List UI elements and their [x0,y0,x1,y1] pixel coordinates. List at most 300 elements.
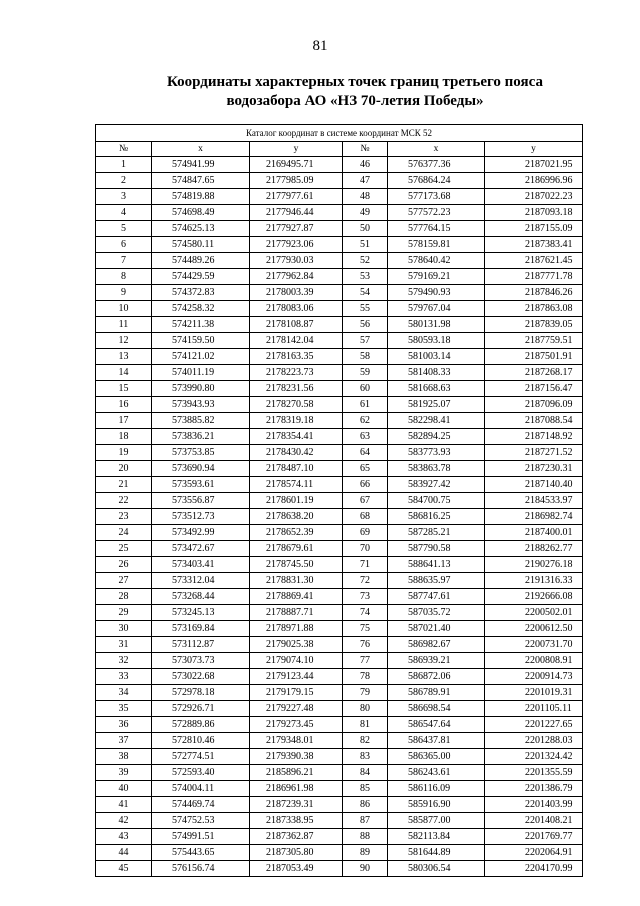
coordinates-table [95,124,583,877]
point-number: 30 [96,621,152,637]
x-coordinate: 572774.51 [152,749,250,765]
header-y-1: y [250,142,343,157]
x-coordinate: 573022.68 [152,669,250,685]
point-number: 59 [343,365,388,381]
y-coordinate: 2184533.97 [485,493,583,509]
point-number: 15 [96,381,152,397]
table-row [96,509,583,525]
y-coordinate: 2178083.06 [250,301,343,317]
point-number: 88 [343,829,388,845]
x-coordinate: 587790.58 [388,541,485,557]
x-coordinate: 572926.71 [152,701,250,717]
x-coordinate: 574991.51 [152,829,250,845]
y-coordinate: 2178652.39 [250,525,343,541]
x-coordinate: 587747.61 [388,589,485,605]
y-coordinate: 2178831.30 [250,573,343,589]
point-number: 44 [96,845,152,861]
y-coordinate: 2179025.38 [250,637,343,653]
point-number: 31 [96,637,152,653]
y-coordinate: 2186982.74 [485,509,583,525]
y-coordinate: 2178003.39 [250,285,343,301]
point-number: 79 [343,685,388,701]
y-coordinate: 2187021.95 [485,157,583,173]
point-number: 40 [96,781,152,797]
x-coordinate: 585877.00 [388,813,485,829]
x-coordinate: 587285.21 [388,525,485,541]
y-coordinate: 2177977.61 [250,189,343,205]
y-coordinate: 2177985.09 [250,173,343,189]
x-coordinate: 586365.00 [388,749,485,765]
table-row [96,493,583,509]
y-coordinate: 2169495.71 [250,157,343,173]
table-row [96,221,583,237]
x-coordinate: 573593.61 [152,477,250,493]
table-row [96,365,583,381]
y-coordinate: 2179227.48 [250,701,343,717]
y-coordinate: 2200612.50 [485,621,583,637]
table-row [96,413,583,429]
y-coordinate: 2179074.10 [250,653,343,669]
table-body [96,157,583,877]
y-coordinate: 2187156.47 [485,381,583,397]
y-coordinate: 2187148.92 [485,429,583,445]
x-coordinate: 577173.68 [388,189,485,205]
x-coordinate: 572593.40 [152,765,250,781]
x-coordinate: 579490.93 [388,285,485,301]
point-number: 36 [96,717,152,733]
y-coordinate: 2201386.79 [485,781,583,797]
y-coordinate: 2187863.08 [485,301,583,317]
y-coordinate: 2187621.45 [485,253,583,269]
point-number: 12 [96,333,152,349]
y-coordinate: 2200731.70 [485,637,583,653]
y-coordinate: 2178574.11 [250,477,343,493]
y-coordinate: 2187383.41 [485,237,583,253]
x-coordinate: 586789.91 [388,685,485,701]
point-number: 62 [343,413,388,429]
y-coordinate: 2187400.01 [485,525,583,541]
point-number: 41 [96,797,152,813]
header-x-1: x [152,142,250,157]
table-header-row [96,142,583,157]
x-coordinate: 573885.82 [152,413,250,429]
y-coordinate: 2187839.05 [485,317,583,333]
point-number: 37 [96,733,152,749]
table-row [96,637,583,653]
point-number: 11 [96,317,152,333]
y-coordinate: 2187846.26 [485,285,583,301]
x-coordinate: 574211.38 [152,317,250,333]
x-coordinate: 574159.50 [152,333,250,349]
y-coordinate: 2187230.31 [485,461,583,477]
point-number: 9 [96,285,152,301]
y-coordinate: 2187268.17 [485,365,583,381]
point-number: 1 [96,157,152,173]
y-coordinate: 2178887.71 [250,605,343,621]
table-row [96,813,583,829]
table-row [96,669,583,685]
point-number: 32 [96,653,152,669]
point-number: 7 [96,253,152,269]
x-coordinate: 586437.81 [388,733,485,749]
x-coordinate: 572978.18 [152,685,250,701]
y-coordinate: 2190276.18 [485,557,583,573]
x-coordinate: 577572.23 [388,205,485,221]
x-coordinate: 586243.61 [388,765,485,781]
x-coordinate: 581408.33 [388,365,485,381]
y-coordinate: 2177930.03 [250,253,343,269]
point-number: 80 [343,701,388,717]
point-number: 55 [343,301,388,317]
header-x-2: x [388,142,485,157]
point-number: 76 [343,637,388,653]
table-row [96,253,583,269]
table-row [96,845,583,861]
point-number: 4 [96,205,152,221]
y-coordinate: 2201355.59 [485,765,583,781]
point-number: 47 [343,173,388,189]
x-coordinate: 573943.93 [152,397,250,413]
point-number: 58 [343,349,388,365]
point-number: 21 [96,477,152,493]
point-number: 14 [96,365,152,381]
page-number: 81 [312,38,328,54]
point-number: 48 [343,189,388,205]
point-number: 72 [343,573,388,589]
x-coordinate: 574121.02 [152,349,250,365]
y-coordinate: 2201769.77 [485,829,583,845]
point-number: 42 [96,813,152,829]
point-number: 74 [343,605,388,621]
point-number: 45 [96,861,152,877]
y-coordinate: 2178745.50 [250,557,343,573]
point-number: 34 [96,685,152,701]
y-coordinate: 2187771.78 [485,269,583,285]
y-coordinate: 2177927.87 [250,221,343,237]
x-coordinate: 588641.13 [388,557,485,573]
y-coordinate: 2178601.19 [250,493,343,509]
y-coordinate: 2191316.33 [485,573,583,589]
table-row [96,717,583,733]
point-number: 23 [96,509,152,525]
y-coordinate: 2187338.95 [250,813,343,829]
point-number: 83 [343,749,388,765]
point-number: 67 [343,493,388,509]
point-number: 19 [96,445,152,461]
y-coordinate: 2178163.35 [250,349,343,365]
table-row [96,525,583,541]
table-row [96,861,583,877]
table-row [96,429,583,445]
point-number: 65 [343,461,388,477]
point-number: 64 [343,445,388,461]
y-coordinate: 2178638.20 [250,509,343,525]
point-number: 54 [343,285,388,301]
point-number: 78 [343,669,388,685]
table-row [96,589,583,605]
table-row [96,781,583,797]
y-coordinate: 2177962.84 [250,269,343,285]
x-coordinate: 580593.18 [388,333,485,349]
y-coordinate: 2179390.38 [250,749,343,765]
y-coordinate: 2201227.65 [485,717,583,733]
y-coordinate: 2179273.45 [250,717,343,733]
x-coordinate: 574625.13 [152,221,250,237]
x-coordinate: 574580.11 [152,237,250,253]
point-number: 60 [343,381,388,397]
table-row [96,701,583,717]
title-line-2: водозабора АО «НЗ 70-летия Победы» [226,93,484,109]
y-coordinate: 2179179.15 [250,685,343,701]
point-number: 87 [343,813,388,829]
point-number: 26 [96,557,152,573]
table-row [96,653,583,669]
x-coordinate: 585916.90 [388,797,485,813]
x-coordinate: 574429.59 [152,269,250,285]
y-coordinate: 2178108.87 [250,317,343,333]
table-row [96,541,583,557]
point-number: 8 [96,269,152,285]
x-coordinate: 586116.09 [388,781,485,797]
x-coordinate: 578159.81 [388,237,485,253]
y-coordinate: 2187305.80 [250,845,343,861]
point-number: 3 [96,189,152,205]
x-coordinate: 584700.75 [388,493,485,509]
table-row [96,557,583,573]
x-coordinate: 574004.11 [152,781,250,797]
point-number: 13 [96,349,152,365]
coordinates-table-container [95,124,582,877]
table-row [96,285,583,301]
x-coordinate: 574469.74 [152,797,250,813]
y-coordinate: 2187022.23 [485,189,583,205]
table-row [96,685,583,701]
y-coordinate: 2187362.87 [250,829,343,845]
x-coordinate: 579767.04 [388,301,485,317]
y-coordinate: 2177946.44 [250,205,343,221]
point-number: 68 [343,509,388,525]
y-coordinate: 2178223.73 [250,365,343,381]
y-coordinate: 2178231.56 [250,381,343,397]
y-coordinate: 2187096.09 [485,397,583,413]
x-coordinate: 574941.99 [152,157,250,173]
table-row [96,157,583,173]
point-number: 71 [343,557,388,573]
point-number: 29 [96,605,152,621]
y-coordinate: 2201019.31 [485,685,583,701]
x-coordinate: 576864.24 [388,173,485,189]
x-coordinate: 573112.87 [152,637,250,653]
y-coordinate: 2204170.99 [485,861,583,877]
y-coordinate: 2187155.09 [485,221,583,237]
point-number: 49 [343,205,388,221]
table-row [96,733,583,749]
table-row [96,269,583,285]
point-number: 10 [96,301,152,317]
point-number: 70 [343,541,388,557]
y-coordinate: 2187140.40 [485,477,583,493]
point-number: 52 [343,253,388,269]
x-coordinate: 582298.41 [388,413,485,429]
x-coordinate: 581003.14 [388,349,485,365]
x-coordinate: 573990.80 [152,381,250,397]
x-coordinate: 587035.72 [388,605,485,621]
header-number-2: № [343,142,388,157]
y-coordinate: 2178971.88 [250,621,343,637]
point-number: 6 [96,237,152,253]
point-number: 61 [343,397,388,413]
y-coordinate: 2178679.61 [250,541,343,557]
table-row [96,205,583,221]
y-coordinate: 2192666.08 [485,589,583,605]
x-coordinate: 573169.84 [152,621,250,637]
x-coordinate: 573268.44 [152,589,250,605]
x-coordinate: 574489.26 [152,253,250,269]
y-coordinate: 2201403.99 [485,797,583,813]
point-number: 2 [96,173,152,189]
y-coordinate: 2186961.98 [250,781,343,797]
point-number: 90 [343,861,388,877]
table-row [96,573,583,589]
table-row [96,445,583,461]
document-title [120,73,590,111]
y-coordinate: 2187053.49 [250,861,343,877]
x-coordinate: 572889.86 [152,717,250,733]
point-number: 22 [96,493,152,509]
x-coordinate: 574372.83 [152,285,250,301]
x-coordinate: 583927.42 [388,477,485,493]
y-coordinate: 2187088.54 [485,413,583,429]
y-coordinate: 2202064.91 [485,845,583,861]
header-number-1: № [96,142,152,157]
x-coordinate: 574847.65 [152,173,250,189]
point-number: 86 [343,797,388,813]
y-coordinate: 2179348.01 [250,733,343,749]
y-coordinate: 2187759.51 [485,333,583,349]
x-coordinate: 573512.73 [152,509,250,525]
point-number: 38 [96,749,152,765]
y-coordinate: 2200502.01 [485,605,583,621]
x-coordinate: 576156.74 [152,861,250,877]
y-coordinate: 2187239.31 [250,797,343,813]
point-number: 18 [96,429,152,445]
y-coordinate: 2200808.91 [485,653,583,669]
point-number: 17 [96,413,152,429]
point-number: 75 [343,621,388,637]
y-coordinate: 2200914.73 [485,669,583,685]
x-coordinate: 583863.78 [388,461,485,477]
y-coordinate: 2187501.91 [485,349,583,365]
point-number: 27 [96,573,152,589]
x-coordinate: 573753.85 [152,445,250,461]
x-coordinate: 574258.32 [152,301,250,317]
table-caption: Каталог координат в системе координат МСК 52 [96,125,583,142]
x-coordinate: 574011.19 [152,365,250,381]
point-number: 39 [96,765,152,781]
y-coordinate: 2201288.03 [485,733,583,749]
y-coordinate: 2201105.11 [485,701,583,717]
y-coordinate: 2185896.21 [250,765,343,781]
point-number: 57 [343,333,388,349]
table-row [96,301,583,317]
point-number: 46 [343,157,388,173]
point-number: 77 [343,653,388,669]
x-coordinate: 581644.89 [388,845,485,861]
x-coordinate: 573403.41 [152,557,250,573]
title-line-1: Координаты характерных точек границ третьего пояса [167,74,543,90]
table-row [96,317,583,333]
table-row [96,829,583,845]
point-number: 43 [96,829,152,845]
point-number: 33 [96,669,152,685]
table-row [96,397,583,413]
point-number: 24 [96,525,152,541]
point-number: 50 [343,221,388,237]
header-y-2: y [485,142,583,157]
y-coordinate: 2186996.96 [485,173,583,189]
x-coordinate: 574819.88 [152,189,250,205]
point-number: 16 [96,397,152,413]
x-coordinate: 581668.63 [388,381,485,397]
x-coordinate: 583773.93 [388,445,485,461]
x-coordinate: 580306.54 [388,861,485,877]
point-number: 25 [96,541,152,557]
table-row [96,461,583,477]
x-coordinate: 573245.13 [152,605,250,621]
x-coordinate: 573836.21 [152,429,250,445]
point-number: 35 [96,701,152,717]
y-coordinate: 2178487.10 [250,461,343,477]
point-number: 82 [343,733,388,749]
x-coordinate: 586816.25 [388,509,485,525]
x-coordinate: 576377.36 [388,157,485,173]
table-row [96,797,583,813]
x-coordinate: 579169.21 [388,269,485,285]
table-row [96,605,583,621]
point-number: 28 [96,589,152,605]
x-coordinate: 586982.67 [388,637,485,653]
x-coordinate: 587021.40 [388,621,485,637]
y-coordinate: 2178430.42 [250,445,343,461]
y-coordinate: 2188262.77 [485,541,583,557]
x-coordinate: 586939.21 [388,653,485,669]
x-coordinate: 586698.54 [388,701,485,717]
x-coordinate: 588635.97 [388,573,485,589]
x-coordinate: 586872.06 [388,669,485,685]
table-row [96,621,583,637]
point-number: 5 [96,221,152,237]
point-number: 66 [343,477,388,493]
x-coordinate: 573556.87 [152,493,250,509]
x-coordinate: 582113.84 [388,829,485,845]
point-number: 63 [343,429,388,445]
x-coordinate: 578640.42 [388,253,485,269]
point-number: 56 [343,317,388,333]
point-number: 20 [96,461,152,477]
x-coordinate: 574698.49 [152,205,250,221]
x-coordinate: 575443.65 [152,845,250,861]
x-coordinate: 573690.94 [152,461,250,477]
point-number: 53 [343,269,388,285]
x-coordinate: 573492.99 [152,525,250,541]
table-row [96,349,583,365]
y-coordinate: 2178319.18 [250,413,343,429]
x-coordinate: 574752.53 [152,813,250,829]
table-row [96,173,583,189]
table-row [96,237,583,253]
y-coordinate: 2201408.21 [485,813,583,829]
x-coordinate: 577764.15 [388,221,485,237]
